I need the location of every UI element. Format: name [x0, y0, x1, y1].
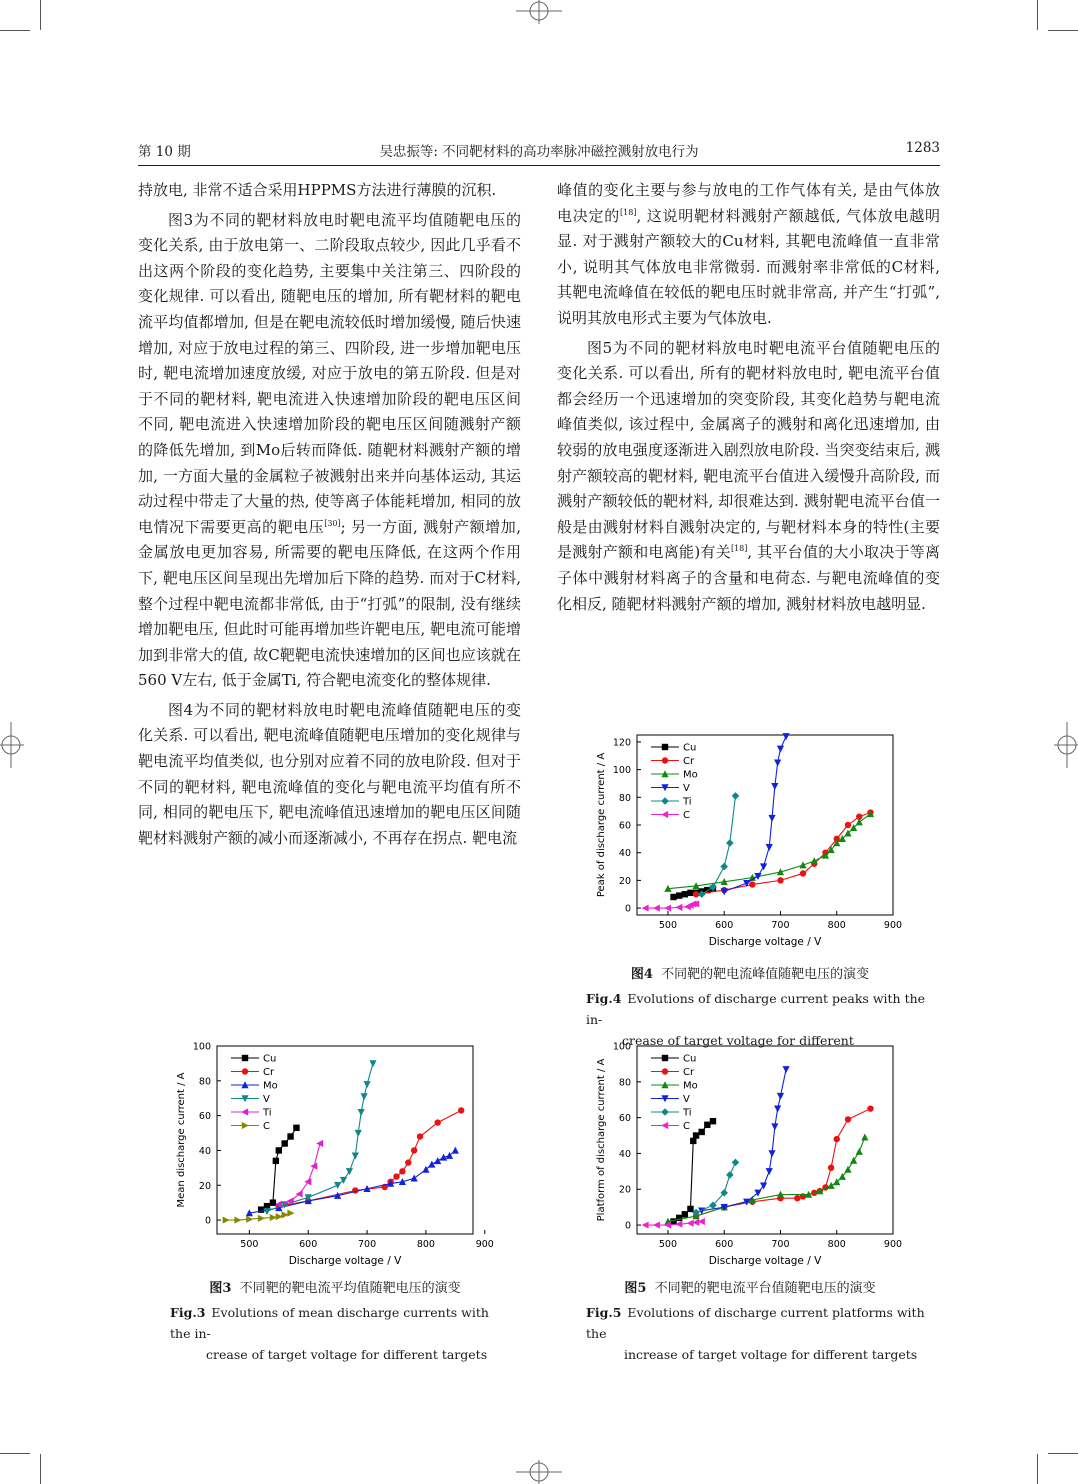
x-tick-label: 700 — [771, 920, 790, 931]
data-point — [845, 1116, 851, 1122]
data-point — [369, 1060, 376, 1067]
data-point — [393, 1173, 399, 1179]
data-point — [777, 1093, 784, 1100]
data-point — [363, 1081, 370, 1088]
legend-label: V — [683, 1094, 690, 1105]
running-header — [138, 138, 940, 166]
data-point — [670, 894, 676, 900]
data-point — [726, 839, 734, 847]
series-v — [698, 1066, 790, 1214]
crop-mark — [1048, 30, 1078, 31]
series-cr — [693, 1105, 874, 1219]
data-point — [310, 1163, 317, 1170]
data-point — [361, 1093, 368, 1100]
legend-entry — [231, 1108, 272, 1119]
data-point — [276, 1147, 282, 1153]
y-tick-label: 0 — [624, 1220, 631, 1232]
data-point — [771, 783, 778, 790]
crop-mark — [1048, 1453, 1078, 1454]
legend-entry — [651, 756, 695, 767]
y-tick-label: 100 — [612, 765, 631, 777]
y-tick-label: 80 — [618, 1077, 631, 1089]
data-point — [405, 1159, 411, 1165]
legend-marker — [662, 744, 668, 750]
plot-frame — [637, 1046, 893, 1234]
y-axis-label: Mean discharge current / A — [176, 1072, 187, 1208]
y-tick-label: 20 — [198, 1180, 211, 1192]
data-point — [844, 1166, 851, 1173]
data-point — [287, 1210, 294, 1217]
data-point — [693, 1132, 699, 1138]
data-point — [732, 1159, 740, 1167]
registration-mark-bottom — [516, 1460, 562, 1484]
legend-entry — [231, 1067, 275, 1078]
data-point — [358, 1109, 365, 1116]
series-cu — [670, 1118, 716, 1225]
crop-mark — [40, 1454, 41, 1484]
legend-label: V — [683, 783, 690, 794]
series-line — [702, 1069, 786, 1210]
legend-marker — [242, 1068, 248, 1074]
y-tick-label: 20 — [618, 1184, 631, 1196]
data-point — [749, 881, 755, 887]
data-point — [766, 1168, 773, 1175]
data-point — [287, 1133, 293, 1139]
legend-entry — [651, 810, 690, 821]
data-point — [834, 1136, 840, 1142]
x-tick-label: 800 — [416, 1239, 435, 1250]
legend-label: C — [683, 810, 690, 821]
data-point — [682, 891, 688, 897]
legend-entry — [231, 1054, 276, 1065]
x-tick-label: 800 — [827, 1239, 846, 1250]
paragraph: 峰值的变化主要与参与放电的工作气体有关, 是由气体放电决定的[18], 这说明靶材料溅射产额越低, 气体放电越明显. 对于溅射产额较大的Cu材料, 其靶电流峰值一直非常小, 说明其气体放电非常微弱. 而溅射率非常低的C材料, 其靶电流峰值在较低的靶电压时就非常高, 并产生“打弧”, 说明其放电形式主要为气体放电. — [557, 181, 940, 327]
data-point — [246, 1216, 253, 1223]
data-point — [642, 904, 649, 911]
y-tick-label: 80 — [618, 792, 631, 804]
data-point — [452, 1147, 459, 1154]
y-tick-label: 60 — [618, 820, 631, 832]
data-point — [687, 1206, 693, 1212]
series-line — [668, 814, 871, 889]
figure-5-chart — [590, 1036, 920, 1272]
series-ti — [275, 1140, 323, 1208]
data-point — [293, 1125, 299, 1131]
paragraph: 图4为不同的靶材料放电时靶电流峰值随靶电压的变化关系. 可以看出, 靶电流峰值随靶电压增加的变化规律与靶电流平均值类似, 也分别对应着不同的放电阶段. 但对于不同的靶材料, 靶电流峰值的变化与靶电流平均值有所不同, 相同的靶电压下, 靶电流峰值迅速增加的靶电压区间随靶材料溅射产额的减小而逐渐减小, 不再存在拐点. 靶电流 — [138, 700, 521, 847]
data-point — [304, 1178, 311, 1185]
x-axis-label: Discharge voltage / V — [288, 1255, 402, 1267]
legend-marker — [242, 1122, 249, 1129]
y-tick-label: 0 — [624, 903, 631, 915]
legend-entry — [231, 1081, 278, 1092]
figure-5-caption-en: Fig.5 Evolutions of discharge current platforms with the increase of target voltage for different targets — [586, 1305, 925, 1362]
data-point — [699, 1129, 705, 1135]
y-tick-label: 0 — [204, 1215, 211, 1227]
data-point — [800, 870, 806, 876]
x-tick-label: 500 — [658, 1239, 678, 1250]
series-cr — [693, 809, 874, 897]
legend-label: V — [263, 1094, 270, 1105]
y-tick-label: 60 — [618, 1113, 631, 1125]
y-tick-label: 100 — [192, 1041, 211, 1053]
data-point — [845, 822, 851, 828]
legend-label: Cu — [683, 742, 697, 754]
figure-5-caption-cn: 图5 不同靶的靶电流平台值随靶电压的演变 — [624, 1281, 876, 1296]
x-axis-label: Discharge voltage / V — [708, 1255, 822, 1267]
data-point — [223, 1216, 230, 1223]
data-point — [676, 892, 682, 898]
y-axis-label: Peak of discharge current / A — [596, 752, 607, 898]
legend-label: Cr — [263, 1067, 275, 1078]
legend-marker — [242, 1055, 248, 1061]
paragraph: 图3为不同的靶材料放电时靶电流平均值随靶电压的变化关系, 由于放电第一、二阶段取点较少, 因此几乎看不出这两个阶段的变化趋势, 主要集中关注第三、四阶段的变化规律. 可以看出, 随靶电压的增加, 所有靶材料的靶电流平均值都增加, 但是在靶电流较低时增加缓慢, 随后快速增加, 对应于放电过程的第三、四阶段, 进一步增加靶电压时, 靶电流增加速度放缓, 对应于放电的第五阶段. 但是对于不同的靶材料, 靶电流进入快速增加阶段的靶电压区间不同, 靶电流进入快速增加阶段的靶电压区间随溅射产额的降低先增加, 到Mo后转而降低. 随靶材料溅射产额的增加, 一方面大量的金属粒子被溅射出来并向基体运动, 其运动过程中带走了大量的热, 使等离子体能耗增加, 相同的放电情况下需要更高的靶电压[30]; 另一方面, 溅射产额增加, 金属放电更加容易, 所需要的靶电压降低, 在这两个作用下, 靶电压区间呈现出先增加后下降的趋势. 而对于C材料, 整个过程中靶电流都非常低, 由于“打弧”的限制, 没有继续增加靶电压, 但此时可能再增加些许靶电压, 靶电流可能增加到非常大的值, 故C靶靶电流快速增加的区间也应该就在560 V左右, 低于金属Ti, 符合靶电流变化的整体规律. — [138, 210, 521, 690]
data-point — [234, 1216, 241, 1223]
data-point — [355, 1130, 362, 1137]
legend-entry — [651, 1067, 695, 1078]
crop-mark — [1037, 1454, 1038, 1484]
issue-number: 第 10 期 — [138, 144, 191, 160]
series-v — [263, 1060, 376, 1215]
legend-marker — [661, 1122, 668, 1129]
data-point — [799, 861, 806, 868]
figure-3-chart — [170, 1036, 500, 1272]
x-tick-label: 600 — [715, 1239, 734, 1250]
legend-label: Cu — [683, 1053, 697, 1065]
data-point — [352, 1152, 359, 1159]
legend-label: Cr — [683, 756, 695, 767]
crop-mark — [1037, 0, 1038, 30]
plot-frame — [217, 1046, 473, 1234]
data-point — [675, 904, 682, 911]
data-point — [754, 1190, 761, 1197]
legend-marker — [661, 811, 668, 818]
x-tick-label: 700 — [771, 1239, 790, 1250]
data-point — [782, 1066, 789, 1073]
y-tick-label: 60 — [198, 1111, 211, 1123]
registration-mark-left — [0, 722, 24, 768]
page-number: 1283 — [905, 140, 940, 156]
registration-mark-right — [1054, 722, 1078, 768]
x-tick-label: 600 — [715, 920, 734, 931]
data-point — [653, 904, 660, 911]
data-point — [411, 1147, 417, 1153]
left-column — [138, 178, 521, 855]
series-line — [696, 1109, 870, 1216]
legend-marker — [661, 1108, 669, 1116]
data-point — [867, 1105, 873, 1111]
data-point — [687, 1220, 694, 1227]
data-point — [710, 1118, 716, 1124]
data-point — [417, 1133, 423, 1139]
data-point — [281, 1140, 287, 1146]
x-tick-label: 900 — [883, 1239, 903, 1250]
x-tick-label: 900 — [883, 920, 903, 931]
data-point — [270, 1199, 276, 1205]
legend-label: Ti — [263, 1107, 272, 1119]
data-point — [771, 1123, 778, 1130]
article-title: 吴忠振等: 不同靶材料的高功率脉冲磁控溅射放电行为 — [379, 144, 699, 160]
legend-entry — [651, 797, 692, 808]
y-tick-label: 40 — [618, 848, 631, 860]
legend-marker — [662, 1068, 668, 1074]
x-tick-label: 500 — [658, 920, 678, 931]
legend-label: Ti — [683, 1107, 692, 1119]
data-point — [861, 1134, 868, 1141]
y-axis-label: Platform of discharge current / A — [596, 1058, 607, 1222]
data-point — [774, 759, 781, 766]
legend-entry — [651, 1121, 690, 1132]
data-point — [760, 863, 767, 870]
data-point — [411, 1174, 418, 1181]
data-point — [732, 792, 740, 800]
legend-entry — [651, 743, 696, 754]
legend-marker — [662, 1055, 668, 1061]
header-rule — [138, 165, 940, 166]
legend-label: Mo — [263, 1080, 278, 1092]
legend-label: Mo — [683, 769, 698, 781]
y-tick-label: 80 — [198, 1076, 211, 1088]
legend-label: C — [263, 1121, 270, 1132]
x-tick-label: 900 — [475, 1239, 494, 1250]
data-point — [828, 1165, 834, 1171]
crop-mark — [40, 0, 41, 30]
figure-3-caption-en: Fig.3 Evolutions of mean discharge currents with the in- crease of target voltage for different targets — [170, 1305, 489, 1362]
data-point — [434, 1119, 440, 1125]
data-point — [720, 863, 728, 871]
data-point — [682, 1211, 688, 1217]
x-axis-label: Discharge voltage / V — [708, 936, 822, 948]
legend-entry — [651, 1081, 698, 1092]
x-tick-label: 600 — [299, 1239, 318, 1250]
legend-entry — [651, 1108, 692, 1119]
x-tick-label: 500 — [240, 1239, 259, 1250]
legend-entry — [651, 1094, 690, 1105]
data-point — [794, 1195, 800, 1201]
data-point — [726, 1171, 734, 1179]
legend-marker — [241, 1108, 248, 1115]
crop-mark — [0, 1453, 30, 1454]
data-point — [653, 1221, 660, 1228]
data-point — [263, 1208, 270, 1215]
crop-mark — [0, 30, 30, 31]
data-point — [856, 818, 863, 825]
figure-4-caption-cn: 图4 不同靶的靶电流峰值随靶电压的演变 — [630, 967, 870, 982]
data-point — [704, 1122, 710, 1128]
y-tick-label: 20 — [618, 875, 631, 887]
data-point — [777, 746, 784, 753]
legend-label: Cu — [263, 1053, 277, 1065]
data-point — [258, 1215, 265, 1222]
citation: [18] — [730, 544, 748, 554]
legend-entry — [651, 1054, 696, 1065]
figure-4-caption-en: Fig.4 Evolutions of discharge current peaks with the in- crease of target voltage for different — [586, 991, 926, 1048]
legend-entry — [231, 1121, 270, 1132]
data-point — [687, 890, 693, 896]
right-column — [557, 178, 940, 621]
series-line — [261, 1128, 296, 1210]
legend-entry — [651, 770, 698, 781]
data-point — [828, 1182, 835, 1189]
data-point — [768, 1150, 775, 1157]
legend-marker — [662, 757, 668, 763]
data-point — [856, 1148, 863, 1155]
legend-label: Ti — [683, 796, 692, 808]
legend-marker — [661, 797, 669, 805]
data-point — [766, 844, 773, 851]
data-point — [768, 815, 775, 822]
legend-label: Cr — [683, 1067, 695, 1078]
data-point — [642, 1221, 649, 1228]
registration-mark-top — [516, 0, 562, 24]
y-tick-label: 100 — [612, 1041, 631, 1053]
data-point — [850, 1157, 857, 1164]
figure-3-caption-cn: 图3 不同靶的靶电流平均值随靶电压的演变 — [209, 1281, 461, 1296]
data-point — [399, 1168, 405, 1174]
legend-entry — [231, 1094, 270, 1105]
x-tick-label: 800 — [827, 920, 846, 931]
legend-label: C — [683, 1121, 690, 1132]
figure-4-chart — [590, 725, 920, 957]
data-point — [458, 1107, 464, 1113]
data-point — [774, 1105, 781, 1112]
y-tick-label: 40 — [618, 1148, 631, 1160]
paragraph: 图5为不同的靶材料放电时靶电流平台值随靶电压的变化关系. 可以看出, 所有的靶材料放电时, 靶电流平台值都会经历一个迅速增加的突变阶段, 其变化趋势与靶电流峰值类似, 该过程中, 金属离子的溅射和离化迅速增加, 由较弱的放电强度逐渐进入剧烈放电阶段. 当突变结束后, 溅射产额较高的靶材料, 靶电流平台值进入缓慢升高阶段, 而溅射产额较低的靶材料, 却很难达到. 溅射靶电流平台值一般是由溅射材料自溅射决定的, 与靶材料本身的特性(主要是溅射产额和电离能)有关[18], 其平台值的大小取决于等离子体中溅射材料离子的含量和电荷态. 与靶电流峰值的变化相反, 随靶材料溅射产额的增加, 溅射材料放电越明显. — [557, 338, 940, 613]
data-point — [670, 1218, 676, 1224]
legend-entry — [651, 783, 690, 794]
y-tick-label: 120 — [612, 737, 631, 749]
series-cr — [276, 1107, 465, 1209]
citation: [30] — [324, 518, 341, 528]
legend-label: Mo — [683, 1080, 698, 1092]
data-point — [273, 1158, 279, 1164]
paragraph: 持放电, 非常不适合采用HPPMS方法进行薄膜的沉积. — [138, 181, 497, 199]
data-point — [782, 733, 789, 740]
citation: [18] — [620, 207, 637, 217]
series-c — [642, 900, 700, 911]
data-point — [664, 904, 671, 911]
series-mo — [664, 810, 874, 892]
data-point — [777, 877, 783, 883]
x-tick-label: 700 — [357, 1239, 377, 1250]
y-tick-label: 40 — [198, 1145, 211, 1157]
data-point — [334, 1182, 341, 1189]
